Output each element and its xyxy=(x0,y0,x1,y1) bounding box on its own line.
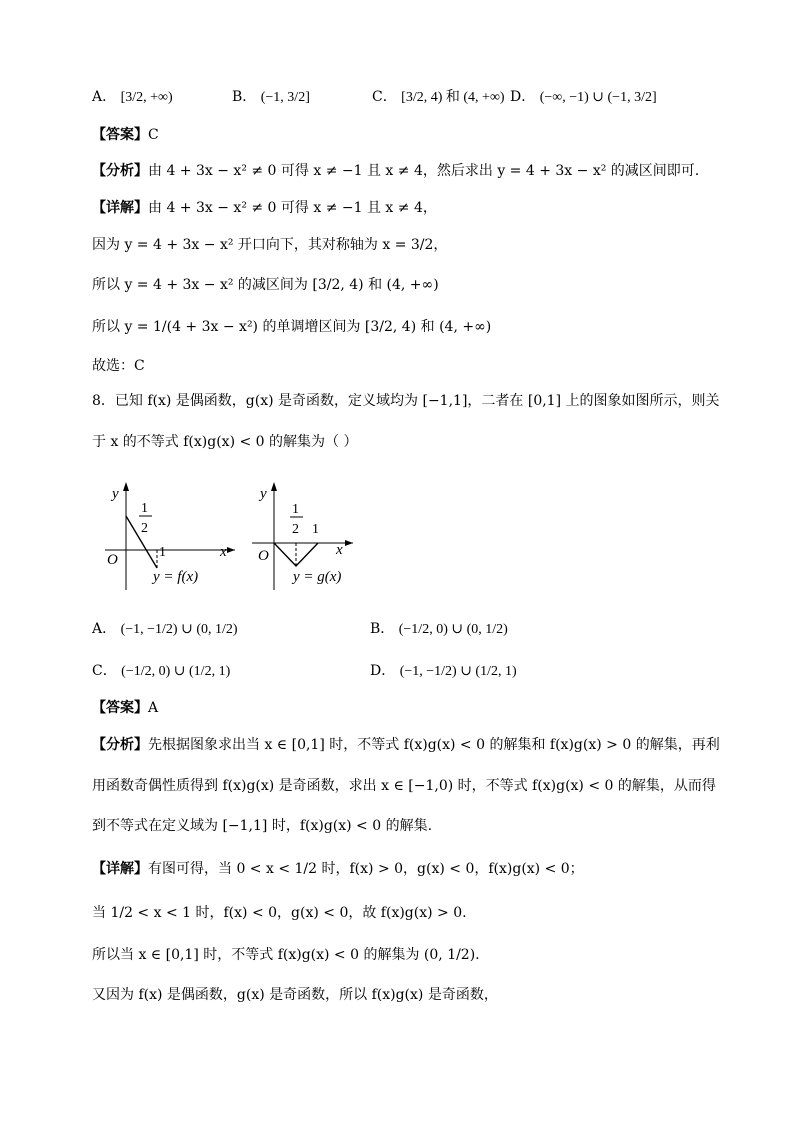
one-label: 1 xyxy=(312,522,319,537)
q7-conclusion: 故选：C xyxy=(92,358,145,374)
q7-option-a xyxy=(92,86,173,106)
q7-option-c xyxy=(372,86,505,106)
q7-option-b xyxy=(232,86,310,106)
option-expression: (−1/2, 0) ∪ (1/2, 1) xyxy=(121,664,231,679)
q8-stem-line-2: 于 x 的不等式 f(x)g(x) < 0 的解集为（ ） xyxy=(92,434,358,450)
analysis-tag: 【分析】 xyxy=(92,737,148,753)
option-expression: [3/2, 4) 和 (4, +∞) xyxy=(401,90,505,105)
option-label: A． xyxy=(92,621,117,637)
answer-tag: 【答案】 xyxy=(92,700,148,716)
q7-detail-line-3: 所以 y = 4 + 3x − x² 的减区间为 [3/2, 4) 和 (4, +∞) xyxy=(92,277,439,293)
y-label: y xyxy=(112,486,119,502)
detail-text: 有图可得，当 0 < x < 1/2 时，f(x) > 0，g(x) < 0，f(x)g(x) < 0； xyxy=(148,861,584,877)
q8-detail-line-2: 当 1/2 < x < 1 时，f(x) < 0，g(x) < 0，故 f(x)g(x) > 0. xyxy=(92,905,467,921)
q8-analysis-line-2: 用函数奇偶性质得到 f(x)g(x) 是奇函数，求出 x ∈ [−1,0) 时，不等式 f(x)g(x) < 0 的解集，从而得 xyxy=(92,778,716,794)
y-axis-arrow xyxy=(271,482,277,491)
q8-option-b xyxy=(370,618,508,638)
x-label: x xyxy=(336,542,343,558)
q7-answer-line xyxy=(92,124,159,144)
half-denominator: 2 xyxy=(141,521,148,536)
option-expression: [3/2, +∞) xyxy=(120,90,173,105)
answer-tag: 【答案】 xyxy=(92,127,148,143)
q7-option-d xyxy=(510,86,657,106)
q8-detail-line-1 xyxy=(92,858,584,878)
q8-option-d xyxy=(370,660,517,680)
q8-stem-line-1: 8．已知 f(x) 是偶函数，g(x) 是奇函数，定义域均为 [−1,1]，二者在 [0,1] 上的图象如图所示，则关 xyxy=(92,393,720,409)
option-label: B． xyxy=(370,621,395,637)
q8-detail-line-3: 所以当 x ∈ [0,1] 时，不等式 f(x)g(x) < 0 的解集为 (0, 1/2). xyxy=(92,947,480,963)
option-label: A． xyxy=(92,89,117,105)
q8-analysis-line-3: 到不等式在定义域为 [−1,1] 时，f(x)g(x) < 0 的解集. xyxy=(92,818,433,834)
answer-value: A xyxy=(148,700,159,716)
y-label: y xyxy=(260,486,267,502)
option-expression: (−1/2, 0) ∪ (0, 1/2) xyxy=(398,622,508,637)
graph-g xyxy=(248,478,368,593)
q7-detail-line-1 xyxy=(92,197,437,217)
q8-answer-line xyxy=(92,697,158,717)
graph-f xyxy=(95,478,240,593)
q8-detail-line-4: 又因为 f(x) 是偶函数，g(x) 是奇函数，所以 f(x)g(x) 是奇函数， xyxy=(92,987,498,1003)
half-numerator: 1 xyxy=(141,501,148,516)
detail-tag: 【详解】 xyxy=(92,861,148,877)
one-label: 1 xyxy=(159,545,166,560)
detail-text: 由 4 + 3x − x² ≠ 0 可得 x ≠ −1 且 x ≠ 4， xyxy=(148,200,437,216)
analysis-text: 先根据图象求出当 x ∈ [0,1] 时，不等式 f(x)g(x) < 0 的解集和 f(x)g(x) > 0 的解集，再利 xyxy=(148,737,720,753)
option-expression: (−1, 3/2] xyxy=(260,90,310,105)
y-axis-arrow xyxy=(123,482,129,491)
x-label: x xyxy=(220,544,227,560)
option-label: D． xyxy=(510,89,536,105)
graph-caption: y = g(x) xyxy=(293,569,342,585)
graph-caption: y = f(x) xyxy=(153,569,199,585)
q7-analysis-line xyxy=(92,160,699,180)
origin-label: O xyxy=(107,552,118,568)
half-denominator: 2 xyxy=(292,522,299,537)
answer-value: C xyxy=(148,127,159,143)
q8-option-c xyxy=(92,660,230,680)
option-label: C． xyxy=(92,663,117,679)
q8-analysis-line-1 xyxy=(92,734,720,754)
option-expression: (−1, −1/2) ∪ (0, 1/2) xyxy=(120,622,238,637)
q8-option-a xyxy=(92,618,238,638)
analysis-text: 由 4 + 3x − x² ≠ 0 可得 x ≠ −1 且 x ≠ 4，然后求出 y = 4 + 3x − x² 的减区间即可. xyxy=(148,163,700,179)
option-expression: (−∞, −1) ∪ (−1, 3/2] xyxy=(539,90,657,105)
x-axis-arrow xyxy=(345,540,353,546)
option-label: B． xyxy=(232,89,257,105)
option-label: C． xyxy=(372,89,397,105)
detail-tag: 【详解】 xyxy=(92,200,148,216)
q7-detail-line-2: 因为 y = 4 + 3x − x² 开口向下，其对称轴为 x = 3/2， xyxy=(92,237,448,253)
half-numerator: 1 xyxy=(292,502,299,517)
option-label: D． xyxy=(370,663,396,679)
x-axis-arrow xyxy=(227,547,235,553)
option-expression: (−1, −1/2) ∪ (1/2, 1) xyxy=(399,664,517,679)
analysis-tag: 【分析】 xyxy=(92,163,148,179)
origin-label: O xyxy=(258,548,269,564)
q7-detail-line-4: 所以 y = 1/(4 + 3x − x²) 的单调增区间为 [3/2, 4) 和 (4, +∞) xyxy=(92,319,492,335)
